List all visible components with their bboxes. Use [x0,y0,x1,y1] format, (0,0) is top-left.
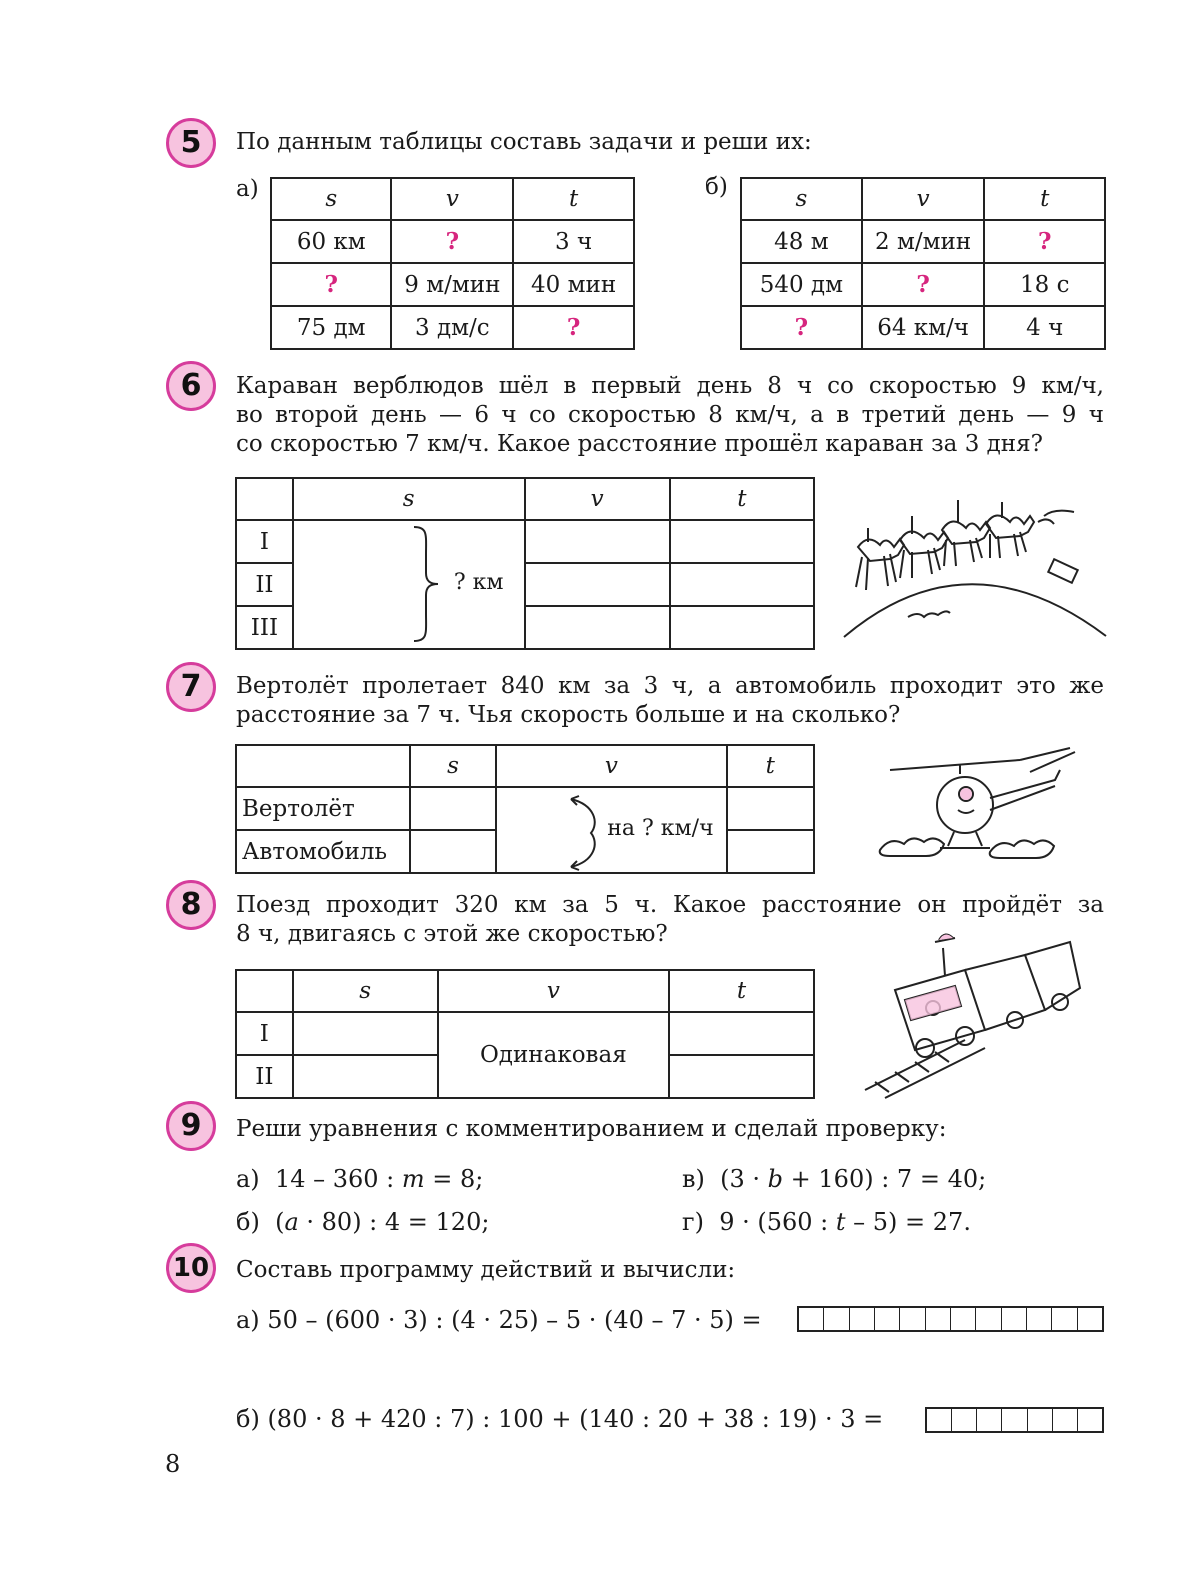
row-label: Автомобиль [236,830,410,873]
table-cell [293,1012,438,1055]
equation-right: – 5) = 27. [845,1208,971,1236]
row-label: II [236,1055,293,1098]
task-text-line: Караван верблюдов шёл в первый день 8 ч со скоростью 9 км/ч, [236,373,1104,399]
header-v: v [496,745,726,787]
task-number-badge [166,880,216,930]
task-text-line: расстояние за 7 ч. Чья скорость больше и на сколько? [236,702,901,728]
answer-boxes-a[interactable] [797,1306,1104,1332]
row-label: II [236,563,293,606]
table-cell: 4 ч [984,306,1105,349]
unknown-cell: ? [391,220,513,263]
unknown-cell: ? [271,263,391,306]
table-cell [293,1055,438,1098]
equation-right: · 80) : 4 = 120; [298,1208,490,1236]
table-cell [410,830,496,873]
table-cell [670,606,814,649]
equation-variable: a [284,1208,299,1236]
unknown-cell: ? [513,306,634,349]
table-cell [669,1012,814,1055]
equation-variable: t [835,1208,846,1236]
task-text-line: 8 ч, двигаясь с этой же скоростью? [236,921,668,947]
page-number: 8 [165,1450,181,1478]
camel-caravan-illustration [838,492,1108,642]
header-t: t [513,178,634,220]
task-text: По данным таблицы составь задачи и реши их: [236,129,812,155]
table-cell [670,563,814,606]
data-table-b [740,177,1106,350]
task-number: 5 [180,125,202,160]
curly-brace [410,525,450,643]
unknown-cell: ? [984,220,1105,263]
row-label: I [236,1012,293,1055]
table-cell: 18 с [984,263,1105,306]
task-text-line: Поезд проходит 320 км за 5 ч. Какое расстояние он пройдёт за [236,892,1104,918]
task-text-line: во второй день — 6 ч со скоростью 8 км/ч, а в третий день — 9 ч [236,402,1104,428]
task-number-badge [166,118,216,168]
row-label: Вертолёт [236,787,410,830]
table-cell: 48 м [741,220,862,263]
equation-b [236,1208,489,1237]
task-text-line: со скоростью 7 км/ч. Какое расстояние прошёл караван за 3 дня? [236,431,1043,457]
header-empty [236,478,293,520]
expression-b: б) (80 · 8 + 420 : 7) : 100 + (140 : 20 + 38 : 19) · 3 = [236,1405,884,1433]
header-v: v [525,478,670,520]
row-label: III [236,606,293,649]
header-v: v [438,970,669,1012]
header-t: t [669,970,814,1012]
table-cell [727,830,814,873]
table-cell: 64 км/ч [862,306,985,349]
task-text-line: Вертолёт пролетает 840 км за 3 ч, а автомобиль проходит это же [236,673,1104,699]
header-v: v [391,178,513,220]
task-number: 6 [180,368,202,403]
table-cell: 540 дм [741,263,862,306]
task-number: 7 [180,669,202,704]
header-s: s [293,970,438,1012]
distance-cell [293,520,525,649]
equation-right: + 160) : 7 = 40; [783,1165,987,1193]
same-speed-cell: Одинаковая [438,1012,669,1098]
row-label: I [236,520,293,563]
header-s: s [741,178,862,220]
task-number-badge [166,361,216,411]
task-number: 8 [180,887,202,922]
equation-label: а) [236,1165,260,1193]
equation-right: = 8; [424,1165,484,1193]
data-table-a [270,177,635,350]
header-empty [236,970,293,1012]
unknown-cell: ? [862,263,985,306]
header-s: s [293,478,525,520]
expression-a: а) 50 – (600 · 3) : (4 · 25) – 5 · (40 – 7 · 5) = [236,1306,762,1334]
equation-left: 9 · (560 : [719,1208,836,1236]
header-t: t [727,745,814,787]
solution-table [235,969,815,1099]
table-cell [670,520,814,563]
table-cell [525,563,670,606]
table-cell: 75 дм [271,306,391,349]
task-number-badge [166,1243,216,1293]
unknown-cell: ? [741,306,862,349]
equation-label: б) [236,1208,260,1236]
equation-left: 14 – 360 : [274,1165,402,1193]
task-text: Реши уравнения с комментированием и сделай проверку: [236,1116,947,1142]
equation-left: ( [275,1208,285,1236]
train-illustration [855,920,1085,1100]
equation-g [682,1208,971,1237]
answer-boxes-b[interactable] [925,1407,1104,1433]
table-cell: 9 м/мин [391,263,513,306]
equation-variable: b [767,1165,784,1193]
table-cell: 40 мин [513,263,634,306]
header-v: v [862,178,985,220]
equation-variable: m [401,1165,425,1193]
header-s: s [271,178,391,220]
speed-compare-cell [496,787,726,873]
table-cell: 3 ч [513,220,634,263]
equation-left: (3 · [720,1165,768,1193]
solution-table [235,477,815,650]
task-text: Составь программу действий и вычисли: [236,1257,736,1283]
table-cell [525,606,670,649]
table-cell: 2 м/мин [862,220,985,263]
compare-label: на ? км/ч [607,816,714,841]
task-number-badge [166,662,216,712]
header-t: t [984,178,1105,220]
equation-label: г) [682,1208,704,1236]
table-cell [727,787,814,830]
helicopter-illustration [870,740,1090,870]
equation-a [236,1165,483,1194]
table-cell [410,787,496,830]
compare-arrow-icon [561,793,607,871]
brace-label: ? км [453,570,504,595]
table-cell [525,520,670,563]
header-empty [236,745,410,787]
equation-v [682,1165,986,1194]
equation-label: в) [682,1165,705,1193]
table-cell: 3 дм/с [391,306,513,349]
table-cell: 60 км [271,220,391,263]
header-t: t [670,478,814,520]
task-number: 10 [172,1253,210,1283]
solution-table [235,744,815,874]
task-number: 9 [180,1108,202,1143]
task-number-badge [166,1101,216,1151]
table-cell [669,1055,814,1098]
subtask-label: а) [236,176,259,202]
header-s: s [410,745,496,787]
subtask-label: б) [705,174,728,200]
